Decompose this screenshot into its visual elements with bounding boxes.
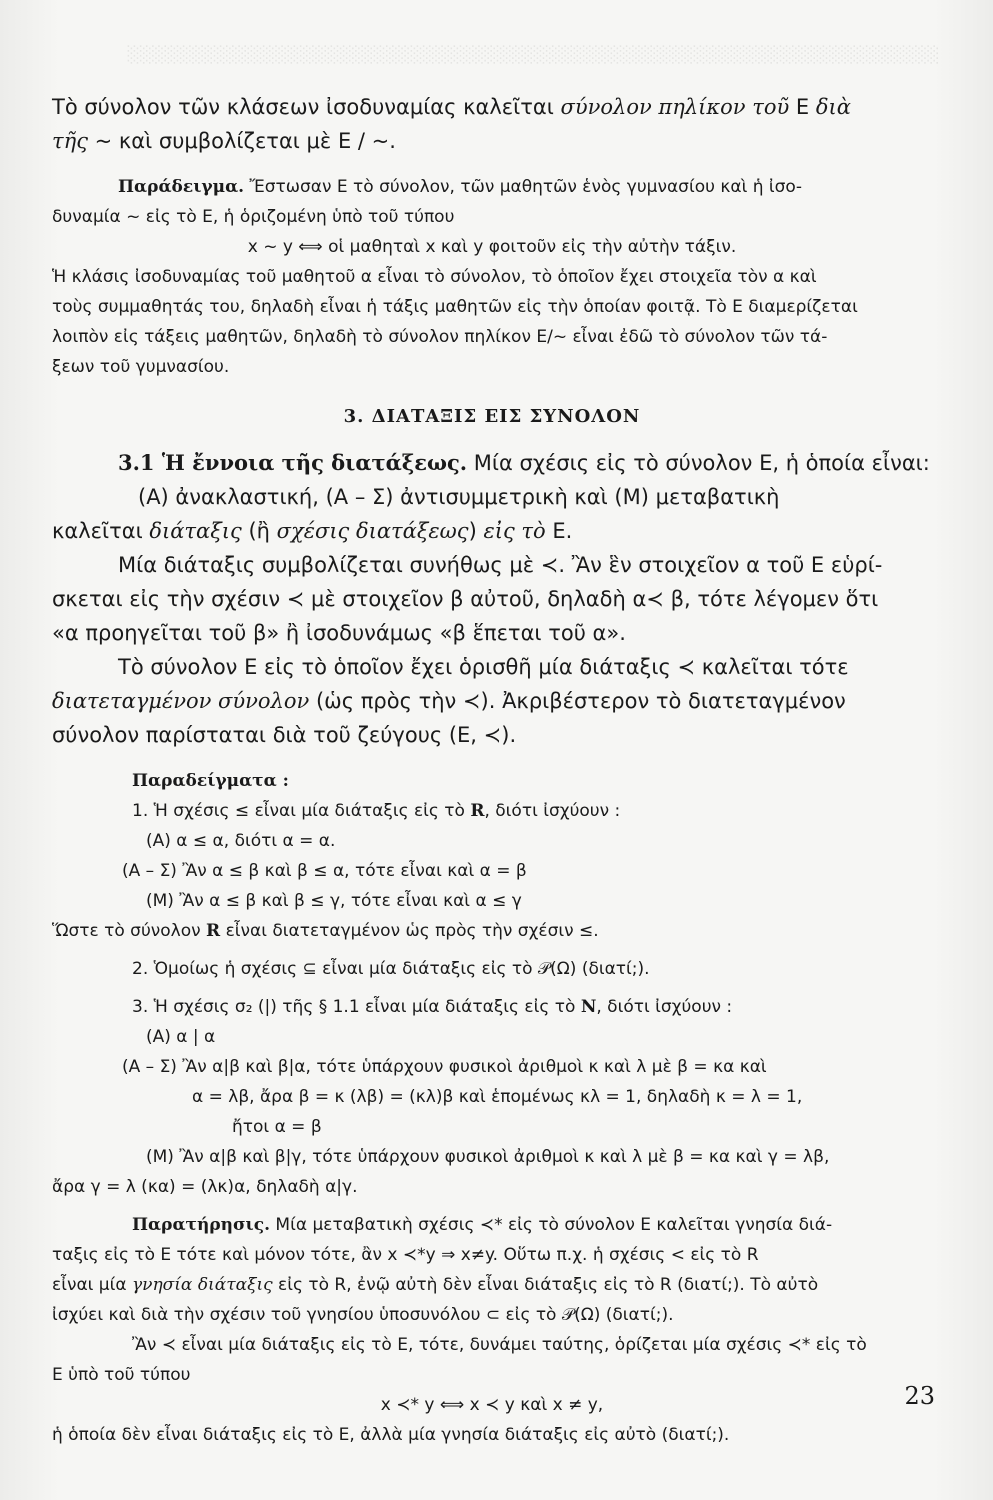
paragraph-quotient-set	[52, 90, 932, 158]
text-italic: γνησία διάταξις	[131, 1275, 273, 1295]
text: Ε	[789, 95, 816, 119]
text-bold: N	[580, 997, 597, 1017]
text: ταξις εἰς τὸ Ε τότε καὶ μόνον τότε, ἂν x ≺*y ⇒ x≠y. Οὕτω π.χ. ἡ σχέσις < εἰς τὸ R	[52, 1245, 759, 1265]
text: ἡ ὁποία δὲν εἶναι διάταξις εἰς τὸ Ε, ἀλλὰ μία γνησία διάταξις εἰς αὐτὸ (διατί;).	[52, 1425, 730, 1445]
text: ~ καὶ συμβολίζεται μὲ Ε / ~.	[87, 129, 396, 153]
text-italic: τῆς	[52, 129, 88, 153]
text: Ἂν ≺ εἶναι μία διάταξις εἰς τὸ Ε, τότε, δυνάμει ταύτης, ὁρίζεται μία σχέσις ≺* εἰς τὸ	[132, 1335, 867, 1355]
text: 1. Ἡ σχέσις ≤ εἶναι μία διάταξις εἰς τὸ	[132, 801, 471, 821]
text-italic: σχέσις διατάξεως	[276, 519, 469, 543]
text: Τὸ σύνολον Ε εἰς τὸ ὁποῖον ἔχει ὁρισθῆ μία διάταξις ≺ καλεῖται τότε	[118, 655, 849, 679]
text: α = λβ, ἄρα β = κ (λβ) = (κλ)β καὶ ἑπομένως κλ = 1, δηλαδὴ κ = λ = 1,	[192, 1087, 803, 1107]
text: Τὸ σύνολον τῶν κλάσεων ἰσοδυναμίας καλεῖται	[52, 95, 561, 119]
text: 3. Ἡ σχέσις σ₂ (|) τῆς § 1.1 εἶναι μία διάταξις εἰς τὸ	[132, 997, 581, 1017]
formula-line: x ≺* y ⟺ x ≺ y καὶ x ≠ y,	[380, 1395, 604, 1415]
text: (ἢ	[241, 519, 277, 543]
example-heading: Παράδειγμα.	[118, 177, 245, 197]
text: (Α) ἀνακλαστική, (Α – Σ) ἀντισυμμετρικὴ καὶ (Μ) μεταβατικὴ	[138, 485, 780, 509]
text: λοιπὸν εἰς τάξεις μαθητῶν, δηλαδὴ τὸ σύνολον πηλίκον Ε/~ εἶναι ἐδῶ τὸ σύνολον τῶν τά-	[52, 327, 828, 347]
text: Ἔστωσαν Ε τὸ σύνολον, τῶν μαθητῶν ἑνὸς γυμνασίου καὶ ἡ ἰσο-	[244, 177, 802, 197]
page-number: 23	[904, 1382, 935, 1410]
text: σκεται εἰς τὴν σχέσιν ≺ μὲ στοιχεῖον β αὐτοῦ, δηλαδὴ α≺ β, τότε λέγομεν ὅτι	[52, 587, 879, 611]
subsection-heading: 3.1 Ἡ ἔννοια τῆς διατάξεως.	[118, 450, 468, 475]
text: σύνολον παρίσταται διὰ τοῦ ζεύγους (Ε, ≺).	[52, 723, 517, 747]
text: 2. Ὁμοίως ἡ σχέσις ⊆ εἶναι μία διάταξις εἰς τὸ 𝒫(Ω) (διατί;).	[132, 959, 650, 979]
text: Μία διάταξις συμβολίζεται συνήθως μὲ ≺. Ἂν ἓν στοιχεῖον α τοῦ Ε εὑρί-	[118, 553, 883, 577]
text: καλεῖται	[52, 519, 150, 543]
text-bold: R	[206, 921, 221, 941]
text: Ὥστε τὸ σύνολον	[52, 921, 207, 941]
text: εἰς τὸ R, ἐνῷ αὐτὴ δὲν εἶναι διάταξις εἰς τὸ R (διατί;). Τὸ αὐτὸ	[272, 1275, 819, 1295]
text: δυναμία ~ εἰς τὸ Ε, ἡ ὁριζομένη ὑπὸ τοῦ τύπου	[52, 207, 455, 227]
text: ἄρα γ = λ (κα) = (λκ)α, δηλαδὴ α|γ.	[52, 1177, 358, 1197]
remark-block	[52, 1210, 932, 1450]
text: (Μ) Ἂν α|β καὶ β|γ, τότε ὑπάρχουν φυσικοὶ ἀριθμοὶ κ καὶ λ μὲ β = κα καὶ γ = λβ,	[146, 1147, 830, 1167]
text: (Α) α ≤ α, διότι α = α.	[146, 831, 336, 851]
text: ἤτοι α = β	[232, 1117, 322, 1137]
text: , διότι ἰσχύουν :	[484, 801, 621, 821]
text: , διότι ἰσχύουν :	[596, 997, 733, 1017]
text: (ὡς πρὸς τὴν ≺). Ἀκριβέστερον τὸ διατεταγμένον	[309, 689, 846, 713]
remark-heading: Παρατήρησις.	[132, 1215, 271, 1235]
text: )	[468, 519, 484, 543]
text: Μία μεταβατικὴ σχέσις ≺* εἰς τὸ σύνολον Ε καλεῖται γνησία διά-	[270, 1215, 833, 1235]
text: ἰσχύει καὶ διὰ τὴν σχέσιν τοῦ γνησίου ὑποσυνόλου ⊂ εἰς τὸ 𝒫(Ω) (διατί;).	[52, 1305, 674, 1325]
text: εἶναι μία	[52, 1275, 132, 1295]
text: Ε.	[545, 519, 573, 543]
text: (Μ) Ἂν α ≤ β καὶ β ≤ γ, τότε εἶναι καὶ α ≤ γ	[146, 891, 522, 911]
text: «α προηγεῖται τοῦ β» ἢ ἰσοδυνάμως «β ἕπεται τοῦ α».	[52, 621, 626, 645]
text: Μία σχέσις εἰς τὸ σύνολον Ε, ἡ ὁποία εἶναι:	[467, 451, 930, 475]
text-bold: R	[470, 801, 485, 821]
text-italic: διατεταγμένον σύνολον	[52, 689, 310, 713]
text: ξεων τοῦ γυμνασίου.	[52, 357, 230, 377]
examples-heading: Παραδείγματα :	[132, 771, 289, 791]
text: εἶναι διατεταγμένον ὡς πρὸς τὴν σχέσιν ≤.	[220, 921, 599, 941]
text-italic: εἰς τὸ	[483, 519, 546, 543]
text: Ἡ κλάσις ἰσοδυναμίας τοῦ μαθητοῦ α εἶναι τὸ σύνολον, τὸ ὁποῖον ἔχει στοιχεῖα τὸν α καὶ	[52, 267, 817, 287]
text-italic: διάταξις	[149, 519, 242, 543]
formula-line: x ~ y ⟺ οἱ μαθηταὶ x καὶ y φοιτοῦν εἰς τὴν αὐτὴν τάξιν.	[247, 237, 737, 257]
bleed-through-text: ░░░░░░░░░░░░░░░░░░░░░░░░░░░░░░░░░░░░░░░░░░░░░░░░░░░░░░░░░░░░░░░░░░	[125, 45, 938, 64]
text: (Α – Σ) Ἂν α|β καὶ β|α, τότε ὑπάρχουν φυσικοὶ ἀριθμοὶ κ καὶ λ μὲ β = κα καὶ	[122, 1057, 767, 1077]
examples-block	[52, 766, 932, 1202]
text: Ε ὑπὸ τοῦ τύπου	[52, 1365, 191, 1385]
text-italic: διὰ	[815, 95, 851, 119]
text: τοὺς συμμαθητάς του, δηλαδὴ εἶναι ἡ τάξις μαθητῶν εἰς τὴν ὁποίαν φοιτᾷ. Τὸ Ε διαμερίζεται	[52, 297, 858, 317]
text: (Α) α | α	[146, 1027, 216, 1047]
section-title: 3. ΔΙΑΤΑΞΙΣ ΕΙΣ ΣΥΝΟΛΟΝ	[343, 406, 641, 427]
document-body	[52, 90, 932, 1450]
section-3-1	[52, 446, 932, 752]
text-italic: σύνολον πηλίκον τοῦ	[560, 95, 790, 119]
example-paragraph	[52, 172, 932, 382]
text: (Α – Σ) Ἂν α ≤ β καὶ β ≤ α, τότε εἶναι καὶ α = β	[122, 861, 527, 881]
